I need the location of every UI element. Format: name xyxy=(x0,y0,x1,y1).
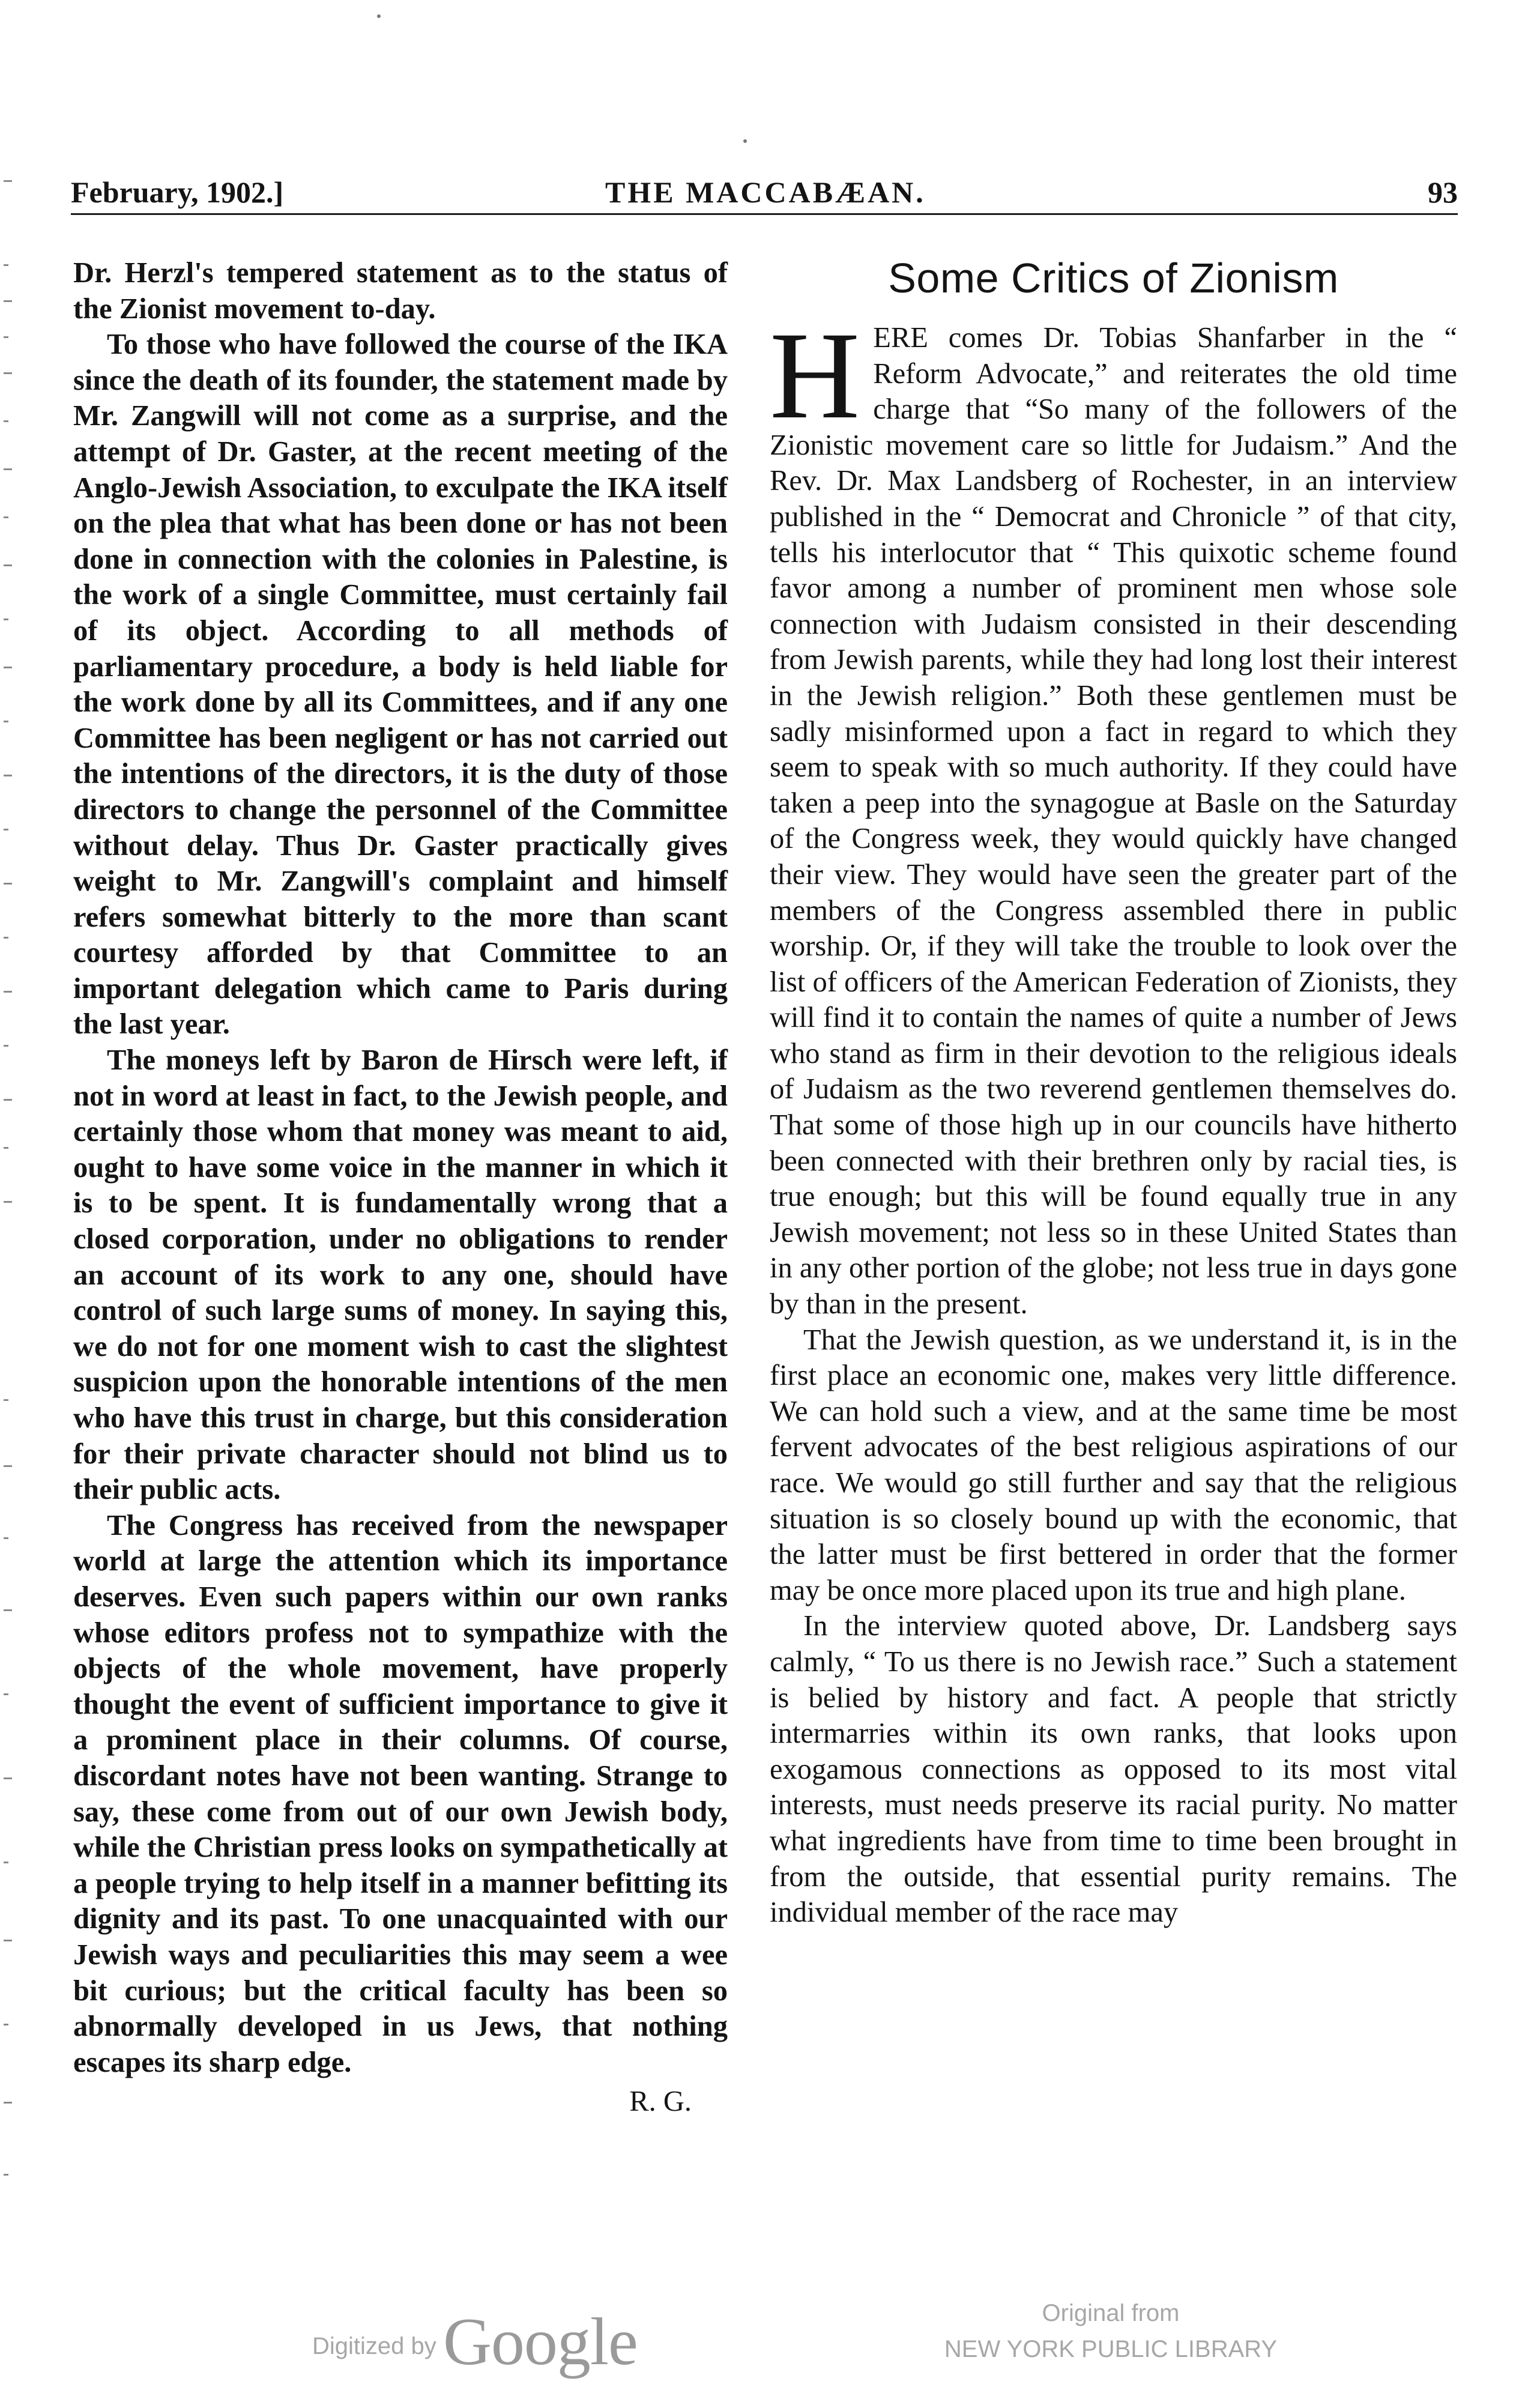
issue-date: February, 1902.] xyxy=(71,175,284,209)
scan-mark xyxy=(4,1099,12,1101)
paragraph: Dr. Herzl's tempered statement as to the status of the Zionist movement to-day. xyxy=(73,257,728,325)
page-number: 93 xyxy=(1428,175,1458,209)
scan-mark xyxy=(4,2102,12,2104)
scan-mark xyxy=(4,1609,12,1611)
scan-mark xyxy=(4,1399,8,1401)
scan-mark xyxy=(4,300,12,302)
google-logo: Google xyxy=(443,2305,638,2379)
scan-mark xyxy=(4,1940,12,1941)
scan-mark xyxy=(4,468,12,470)
scan-mark xyxy=(4,937,8,939)
scan-mark xyxy=(4,1693,8,1695)
digitized-by-label: Digitized by xyxy=(312,2333,436,2359)
scan-mark xyxy=(4,336,8,338)
scan-mark xyxy=(4,1777,12,1779)
journal-title: THE MACCABÆAN. xyxy=(605,175,926,209)
scan-mark xyxy=(4,564,12,566)
running-header xyxy=(71,171,1458,213)
article-title: Some Critics of Zionism xyxy=(888,255,1339,301)
library-name: NEW YORK PUBLIC LIBRARY xyxy=(944,2336,1278,2362)
left-column xyxy=(73,255,728,2120)
scan-mark xyxy=(4,829,8,830)
scan-mark xyxy=(4,264,8,266)
scan-mark xyxy=(4,2174,8,2176)
paragraph: In the interview quoted above, Dr. Landsberg says calmly, “ To us there is no Jewish race.” Such a statement is belied by history and fact. A people that strictly intermarries within its own ranks, that looks upon exogamous connections as opposed to its most vital interests, must needs preserve its racial purity. No matter what ingredients have from time to time been brought in from the outside, that essential purity remains. The individual member of the race may xyxy=(770,1610,1457,1929)
scan-mark xyxy=(4,1201,12,1203)
scan-mark xyxy=(4,991,12,993)
right-column xyxy=(770,255,1457,1931)
scan-mark xyxy=(4,667,12,668)
scan-mark xyxy=(4,420,8,422)
original-from-label: Original from xyxy=(1042,2300,1180,2326)
scan-mark xyxy=(4,180,12,182)
scan-dot xyxy=(377,14,381,18)
paragraph: The moneys left by Baron de Hirsch were left, if not in word at least in fact, to the Jewish people, and certainly those whom that money was meant to aid, ought to have some voice in the manner in which it is to be spent. It is fundamentally wrong that a closed corporation, under no obligations to render an account of its work to any one, should have control of such large sums of money. In saying this, we do not for one moment wish to cast the slightest suspicion upon the honorable intentions of the men who have this trust in charge, but this consideration for their private character should not blind us to their public acts. xyxy=(73,1044,728,1506)
scan-mark xyxy=(4,1465,12,1467)
scan-mark xyxy=(4,372,12,374)
scan-mark xyxy=(4,1147,8,1149)
paragraph: To those who have followed the course of the IKA since the death of its founder, the statement made by Mr. Zangwill will not come as a surprise, and the attempt of Dr. Gaster, at the recent meeting of the Anglo-Jewish Association, to exculpate the IKA itself on the plea that what has been done or has not been done in connection with the colonies in Palestine, is the work of a single Committee, must certainly fail of its object. According to all methods of parliamentary procedure, a body is held liable for the work done by all its Committees, and if any one Committee has been negligent or has not carried out the intentions of the directors, it is the duty of those directors to change the personnel of the Committee without delay. Thus Dr. Gaster practically gives weight to Mr. Zangwill's complaint and himself refers somewhat bitterly to the more than scant courtesy afforded by that Committee to an important delegation which came to Paris during the last year. xyxy=(73,328,728,1041)
paragraph-text: ERE comes Dr. Tobias Shanfarber in the “ Reform Advocate,” and reiterates the old time charge that “So many of the followers of the Zionistic movement care so little for Judaism.” And the Rev. Dr. Max Landsberg of Rochester, in an interview published in the “ Democrat and Chronicle ” of that city, tells his interlocutor that “ This quixotic scheme found favor among a number of prominent men whose sole connection with Judaism consisted in their descending from Jewish parents, while they had long lost their interest in the Jewish religion.” Both these gentlemen must be sadly misinformed upon a fact in regard to which they seem to speak with so much authority. If they could have taken a peep into the synagogue at Basle on the Saturday of the Congress week, they would quickly have changed their view. They would have seen the greater part of the members of the Congress assembled there in public worship. Or, if they will take the trouble to look over the list of officers of the American Federation of Zionists, they will find it to contain the names of quite a number of Jews who stand as firm in their devotion to the religious ideals of Judaism as the two reverend gentlemen themselves do. That some of those high up in our councils have hitherto been connected with their brethren only by racial ties, is true enough; but this will be found equally true in any Jewish movement; not less so in these United States than in any other portion of the globe; not less true in days gone by than in the present. xyxy=(770,322,1457,1320)
paragraph: That the Jewish question, as we understand it, is in the first place an economic one, makes very little difference. We can hold such a view, and at the same time be most fervent advocates of the best religious aspirations of our race. We would go still further and say that the religious situation is so closely bound up with the economic, that the latter must be first bettered in order that the former may be once more placed upon its true and high plane. xyxy=(770,1324,1457,1606)
scan-mark xyxy=(4,1045,8,1047)
scan-dot xyxy=(743,139,747,143)
scan-mark xyxy=(4,775,12,776)
paragraph: The Congress has received from the newspaper world at large the attention which its importance deserves. Even such papers within our own ranks whose editors profess not to sympathize with the objects of the whole movement, have properly thought the event of sufficient importance to give it a prominent place in their columns. Of course, discordant notes have not been wanting. Strange to say, these come from out of our own Jewish body, while the Christian press looks on sympathetically at a people trying to help itself in a manner befitting its dignity and its past. To one unacquainted with our Jewish ways and peculiarities this may seem a wee bit curious; but the critical faculty has been so abnormally developed in us Jews, that nothing escapes its sharp edge. xyxy=(73,1509,728,2078)
scan-mark xyxy=(4,883,12,885)
paragraph xyxy=(770,306,1457,1322)
scan-mark xyxy=(4,619,8,620)
scan-mark xyxy=(4,2024,8,2025)
author-signature: R. G. xyxy=(629,2086,692,2118)
header-rule xyxy=(71,213,1458,215)
scan-mark xyxy=(4,516,8,518)
scan-mark xyxy=(4,1862,8,1863)
scan-mark xyxy=(4,1537,8,1539)
drop-cap: H xyxy=(770,306,860,444)
scan-mark xyxy=(4,721,8,722)
library-attribution xyxy=(901,2295,1321,2367)
